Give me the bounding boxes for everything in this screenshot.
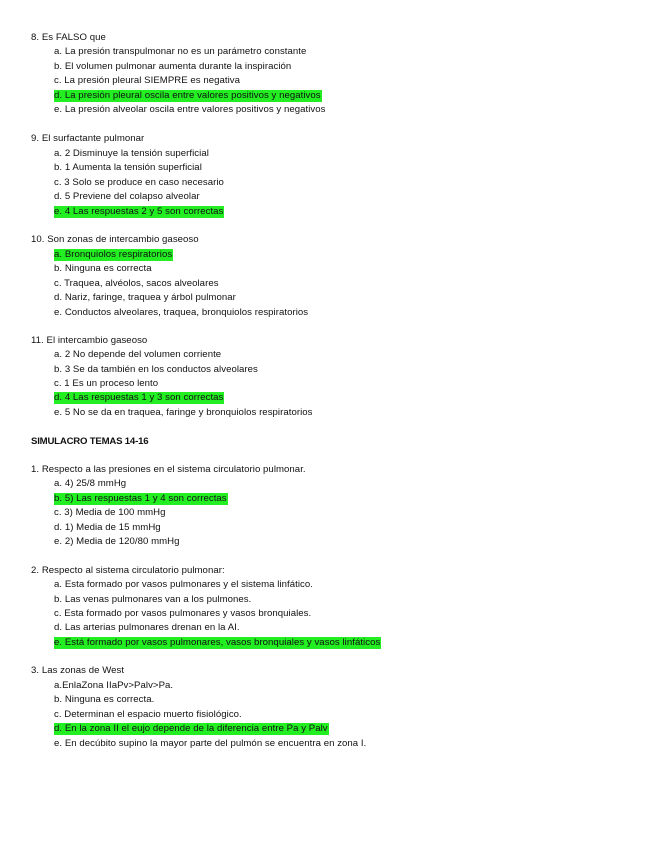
simulacro-question-1-option-d: d. 1) Media de 15 mmHg <box>54 522 161 533</box>
question-11-stem: 11. El intercambio gaseoso <box>31 335 148 346</box>
question-8-option-e: e. La presión alveolar oscila entre valores positivos y negativos <box>54 104 326 115</box>
simulacro-question-2-option-c: c. Esta formado por vasos pulmonares y vasos bronquiales. <box>54 608 312 619</box>
question-9-option-a: a. 2 Disminuye la tensión superficial <box>54 148 209 159</box>
question-9-option-b: b. 1 Aumenta la tensión superficial <box>54 162 202 173</box>
question-8-option-a: a. La presión transpulmonar no es un parámetro constante <box>54 46 307 57</box>
question-11-option-c: c. 1 Es un proceso lento <box>54 378 159 389</box>
question-8-option-b: b. El volumen pulmonar aumenta durante la inspiración <box>54 61 292 72</box>
simulacro-question-1-stem: 1. Respecto a las presiones en el sistema circulatorio pulmonar. <box>31 464 306 475</box>
simulacro-question-1-option-c: c. 3) Media de 100 mmHg <box>54 507 166 518</box>
simulacro-question-3-option-e: e. En decúbito supino la mayor parte del pulmón se encuentra en zona I. <box>54 738 367 749</box>
simulacro-question-2-option-e-highlighted: e. Está formado por vasos pulmonares, vasos bronquiales y vasos linfáticos <box>54 637 381 648</box>
question-8-option-c: c. La presión pleural SIEMPRE es negativa <box>54 75 241 86</box>
simulacro-question-3-option-a: a.EnlaZona IIaPv>Palv>Pa. <box>54 680 174 691</box>
question-9-option-d: d. 5 Previene del colapso alveolar <box>54 191 200 202</box>
question-9-stem: 9. El surfactante pulmonar <box>31 133 145 144</box>
simulacro-question-3-option-d-highlighted: d. En la zona II el eujo depende de la diferencia entre Pa y Palv <box>54 723 328 734</box>
simulacro-question-1-option-e: e. 2) Media de 120/80 mmHg <box>54 536 180 547</box>
simulacro-question-3-stem: 3. Las zonas de West <box>31 665 125 676</box>
question-10-option-b: b. Ninguna es correcta <box>54 263 152 274</box>
simulacro-question-3-option-c: c. Determinan el espacio muerto fisiológico. <box>54 709 242 720</box>
question-8-option-d-highlighted: d. La presión pleural oscila entre valores positivos y negativos <box>54 90 321 101</box>
question-10-option-e: e. Conductos alveolares, traquea, bronquiolos respiratorios <box>54 307 309 318</box>
question-10-stem: 10. Son zonas de intercambio gaseoso <box>31 234 199 245</box>
section-title: SIMULACRO TEMAS 14-16 <box>31 436 149 447</box>
simulacro-question-2-option-a: a. Esta formado por vasos pulmonares y el sistema linfático. <box>54 579 313 590</box>
simulacro-question-2-option-d: d. Las arterias pulmonares drenan en la AI. <box>54 622 240 633</box>
question-8-stem: 8. Es FALSO que <box>31 32 106 43</box>
question-9-option-e-highlighted: e. 4 Las respuestas 2 y 5 son correctas <box>54 206 224 217</box>
simulacro-question-1-option-a: a. 4) 25/8 mmHg <box>54 478 127 489</box>
question-11-option-e: e. 5 No se da en traquea, faringe y bronquiolos respiratorios <box>54 407 313 418</box>
simulacro-question-2-stem: 2. Respecto al sistema circulatorio pulmonar: <box>31 565 225 576</box>
simulacro-question-1-option-b-highlighted: b. 5) Las respuestas 1 y 4 son correctas <box>54 493 227 504</box>
question-11-option-a: a. 2 No depende del volumen corriente <box>54 349 222 360</box>
question-9-option-c: c. 3 Solo se produce en caso necesario <box>54 177 224 188</box>
question-10-option-a-highlighted: a. Bronquiolos respiratorios <box>54 249 173 260</box>
question-10-option-d: d. Nariz, faringe, traquea y árbol pulmonar <box>54 292 236 303</box>
simulacro-question-3-option-b: b. Ninguna es correcta. <box>54 694 155 705</box>
question-11-option-b: b. 3 Se da también en los conductos alveolares <box>54 364 258 375</box>
question-10-option-c: c. Traquea, alvéolos, sacos alveolares <box>54 278 219 289</box>
simulacro-question-2-option-b: b. Las venas pulmonares van a los pulmones. <box>54 594 252 605</box>
question-11-option-d-highlighted: d. 4 Las respuestas 1 y 3 son correctas <box>54 392 224 403</box>
